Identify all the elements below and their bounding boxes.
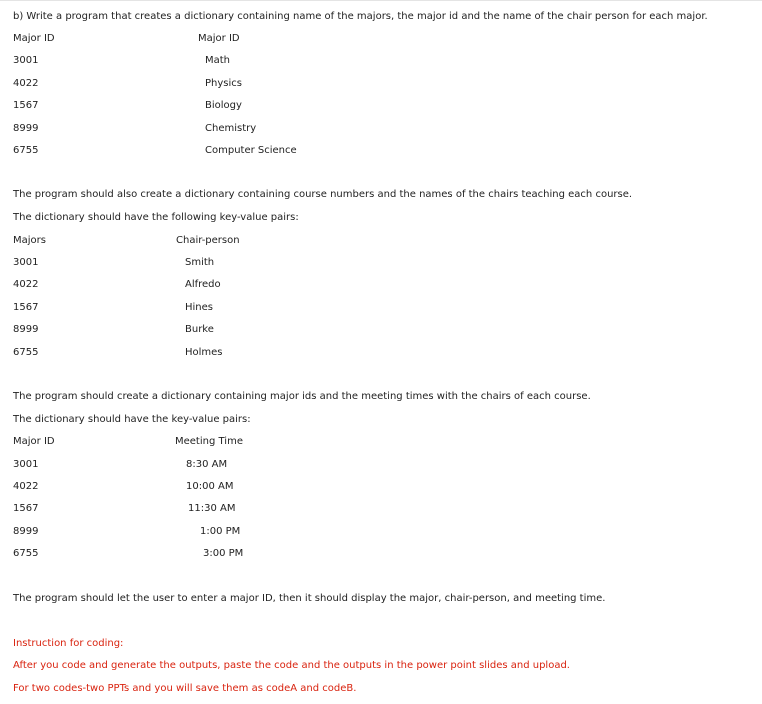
table-row-id: 3001 xyxy=(13,257,39,268)
table-row-id: 1567 xyxy=(13,503,39,514)
table-row-value: Hines xyxy=(185,302,213,313)
table-row-value: Biology xyxy=(205,100,242,111)
instruction-heading: Instruction for coding: xyxy=(13,638,124,649)
table-row-value: Chemistry xyxy=(205,123,257,134)
table-row-id: 6755 xyxy=(13,347,39,358)
instruction-line-upload: After you code and generate the outputs, paste the code and the outputs in the power point slides and upload. xyxy=(13,660,570,671)
paragraph-chairs-dictionary: The program should also create a dictionary containing course numbers and the names of the chairs teaching each course. xyxy=(13,189,633,200)
table-row-id: 6755 xyxy=(13,548,39,559)
paragraph-key-value-pairs: The dictionary should have the key-value pairs: xyxy=(13,414,251,425)
instruction-line-save: For two codes-two PPTs and you will save them as codeA and codeB. xyxy=(13,683,357,694)
table-row-value: Physics xyxy=(205,78,242,89)
table-row-id: 3001 xyxy=(13,459,39,470)
question-prompt: b) Write a program that creates a dictionary containing name of the majors, the major id and the name of the chair person for each major. xyxy=(13,11,708,22)
table-row-id: 3001 xyxy=(13,55,39,66)
table-row-value: Alfredo xyxy=(185,279,221,290)
chairs-table-header-id: Majors xyxy=(13,235,46,246)
table-row-id: 8999 xyxy=(13,123,39,134)
table-row-id: 4022 xyxy=(13,279,39,290)
table-row-value: Burke xyxy=(185,324,214,335)
table-row-id: 1567 xyxy=(13,302,39,313)
table-row-id: 8999 xyxy=(13,526,39,537)
table-row-value: 11:30 AM xyxy=(188,503,236,514)
paragraph-user-input: The program should let the user to enter a major ID, then it should display the major, chair-person, and meeting time. xyxy=(13,593,606,604)
majors-table-header-id: Major ID xyxy=(13,33,55,44)
table-row-id: 4022 xyxy=(13,481,39,492)
table-row-value: Computer Science xyxy=(205,145,297,156)
table-row-value: Holmes xyxy=(185,347,223,358)
table-row-value: 1:00 PM xyxy=(200,526,241,537)
top-divider xyxy=(0,0,762,1)
majors-table-header-value: Major ID xyxy=(198,33,240,44)
chairs-table-header-value: Chair-person xyxy=(176,235,240,246)
table-row-id: 8999 xyxy=(13,324,39,335)
paragraph-meeting-dictionary: The program should create a dictionary containing major ids and the meeting times with the chairs of each course. xyxy=(13,391,591,402)
table-row-id: 6755 xyxy=(13,145,39,156)
paragraph-key-value-pairs: The dictionary should have the following key-value pairs: xyxy=(13,212,299,223)
meeting-table-header-value: Meeting Time xyxy=(175,436,243,447)
meeting-table-header-id: Major ID xyxy=(13,436,55,447)
table-row-id: 1567 xyxy=(13,100,39,111)
table-row-value: Smith xyxy=(185,257,215,268)
table-row-value: 10:00 AM xyxy=(186,481,234,492)
table-row-value: 3:00 PM xyxy=(203,548,244,559)
table-row-value: 8:30 AM xyxy=(186,459,228,470)
table-row-value: Math xyxy=(205,55,231,66)
table-row-id: 4022 xyxy=(13,78,39,89)
